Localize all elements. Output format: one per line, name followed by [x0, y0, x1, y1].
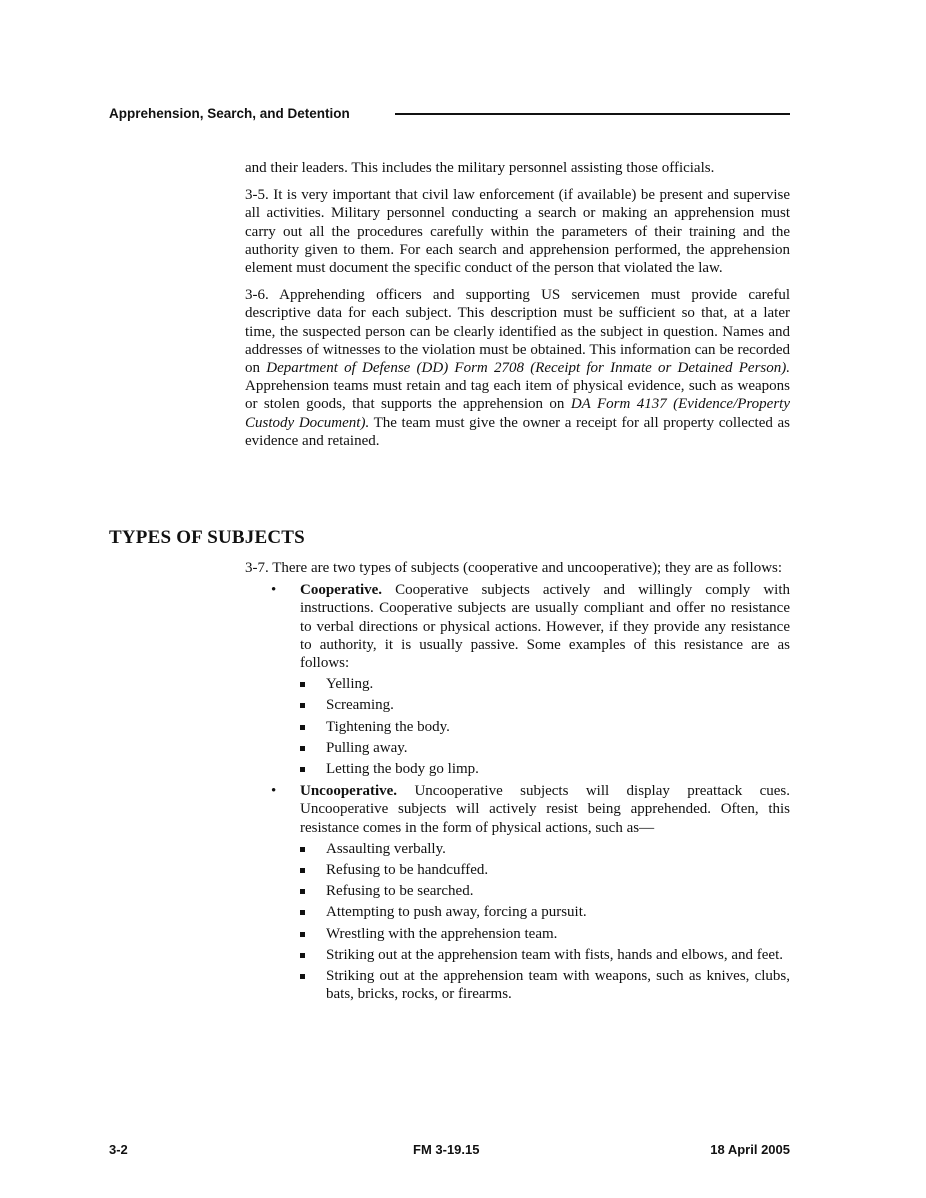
square-bullet-icon — [300, 847, 305, 852]
bullet-cooperative — [245, 581, 790, 672]
square-bullet-icon — [300, 725, 305, 730]
paragraph-3-6-part1: 3-6. Apprehending officers and supporting US servicemen must provide careful descriptive data for each subject. This description must be sufficient so that, at a later time, the suspected person can be clearly identified as the subject in question. Names and addresses of witnesses to the violation must be obtained. This information can be recorded on — [245, 287, 790, 377]
bullet-dot-icon: • — [271, 582, 277, 599]
continuation-paragraph: and their leaders. This includes the military personnel assisting those officials. — [245, 160, 715, 176]
body-paragraphs — [245, 159, 790, 459]
list-item: Attempting to push away, forcing a pursuit. — [245, 903, 790, 921]
footer-manual-id: FM 3-19.15 — [413, 1142, 480, 1157]
footer-date: 18 April 2005 — [710, 1142, 790, 1157]
paragraph-3-7: 3-7. There are two types of subjects (cooperative and uncooperative); they are as follows: — [245, 560, 783, 576]
bullet-uncooperative — [245, 782, 790, 837]
uncooperative-description: Uncooperative subjects will display preattack cues. Uncooperative subjects will actively resist being apprehended. Often, this resistance comes in the form of physical actions, such as— — [300, 783, 790, 836]
cooperative-examples — [245, 675, 790, 778]
list-item: Refusing to be handcuffed. — [245, 861, 790, 879]
list-item: Striking out at the apprehension team with fists, hands and elbows, and feet. — [245, 946, 790, 964]
list-item: Tightening the body. — [245, 718, 790, 736]
square-bullet-icon — [300, 953, 305, 958]
square-bullet-icon — [300, 974, 305, 979]
list-item: Screaming. — [245, 696, 790, 714]
header-rule — [395, 113, 790, 115]
cooperative-description: Cooperative subjects actively and willingly comply with instructions. Cooperative subjects are usually compliant and offer no resistance to verbal directions or physical actions. However, if they provide any resistance to authority, it is usually passive. Some examples of this resistance are as follows: — [300, 582, 790, 672]
square-bullet-icon — [300, 682, 305, 687]
list-item: Pulling away. — [245, 739, 790, 757]
cooperative-term: Cooperative. — [300, 582, 383, 599]
subject-types-list — [245, 559, 790, 1007]
list-item: Refusing to be searched. — [245, 882, 790, 900]
bullet-dot-icon: • — [271, 783, 277, 800]
square-bullet-icon — [300, 746, 305, 751]
square-bullet-icon — [300, 767, 305, 772]
paragraph-3-6-part2: Apprehension teams must retain and tag each item of physical evidence, such as weapons or stolen goods, that supports the apprehension on — [245, 378, 790, 413]
running-header: Apprehension, Search, and Detention — [109, 106, 350, 121]
list-item: Striking out at the apprehension team with weapons, such as knives, clubs, bats, bricks, rocks, or firearms. — [245, 967, 790, 1003]
square-bullet-icon — [300, 889, 305, 894]
uncooperative-term: Uncooperative. — [300, 783, 398, 800]
square-bullet-icon — [300, 868, 305, 873]
list-item: Yelling. — [245, 675, 790, 693]
square-bullet-icon — [300, 910, 305, 915]
da-form-4137-reference: DA Form 4137 (Evidence/Property Custody Document). — [245, 396, 790, 431]
paragraph-3-5: 3-5. It is very important that civil law enforcement (if available) be present and supervise all activities. Military personnel conducting a search or making an apprehension must carry out all the procedures carefully within the parameters of their training and the authority given to them. For each search and apprehension performed, the apprehension element must document the specific conduct of the person that violated the law. — [245, 187, 790, 277]
uncooperative-examples — [245, 840, 790, 1004]
paragraph-3-6-part3: The team must give the owner a receipt for all property collected as evidence and retained. — [245, 414, 791, 449]
footer-page-number: 3-2 — [109, 1142, 128, 1157]
list-item: Wrestling with the apprehension team. — [245, 925, 790, 943]
square-bullet-icon — [300, 703, 305, 708]
list-item: Letting the body go limp. — [245, 760, 790, 778]
list-item: Assaulting verbally. — [245, 840, 790, 858]
paragraph-3-6 — [245, 286, 790, 450]
square-bullet-icon — [300, 932, 305, 937]
section-heading: TYPES OF SUBJECTS — [109, 527, 305, 548]
dd-form-2708-reference: Department of Defense (DD) Form 2708 (Receipt for Inmate or Detained Person). — [266, 360, 791, 377]
